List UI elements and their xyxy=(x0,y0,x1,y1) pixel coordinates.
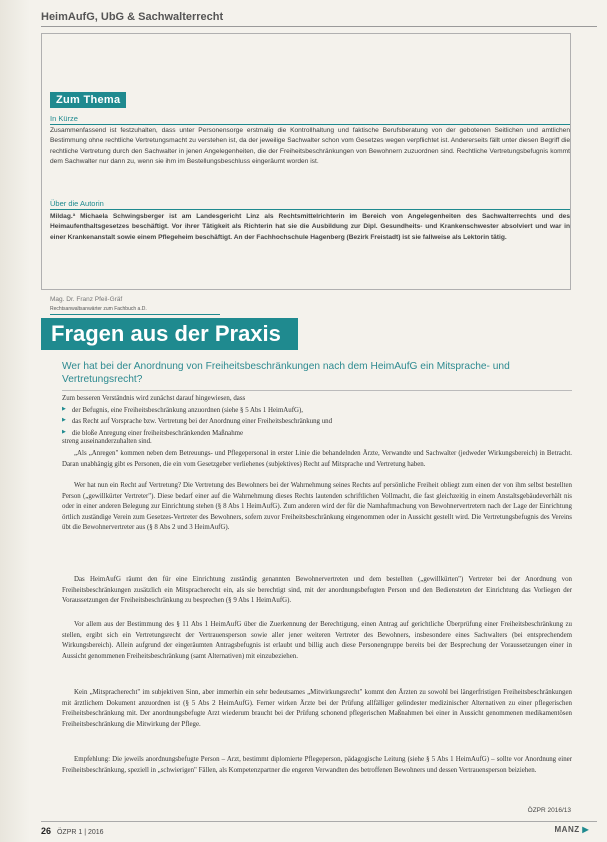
intro-text: Zum besseren Verständnis wird zunächst darauf hingewiesen, dass xyxy=(62,395,246,402)
page-edge xyxy=(0,0,30,842)
list-item: ▶ das Recht auf Vorsprache bzw. Vertretung bei der Anordnung einer Freiheitsbeschränkung und xyxy=(62,416,572,427)
list-item: ▶ der Befugnis, eine Freiheitsbeschränkung anzuordnen (siehe § 5 Abs 1 HeimAufG), xyxy=(62,405,572,416)
footer-rule xyxy=(41,821,597,822)
footer-left xyxy=(41,826,104,836)
author-role: Rechtsanwaltsanwärter zum Fachbuch a.D. xyxy=(50,306,147,312)
running-header: HeimAufG, UbG & Sachwalterrecht xyxy=(41,11,224,23)
publisher-logo xyxy=(555,825,590,834)
paragraph-4: Vor allem aus der Bestimmung des § 11 Abs 1 HeimAufG über die Zuerkennung der Berechtigung, einen Antrag auf gerichtliche Überprüfung einer Freiheitsbeschränkung zu stellen, ergibt sich ein Vertretungsrecht der Vertrauensperson sowie aller jener weiteren Vertreter des Bewohners, insbesondere eines Sachwalters (bei entsprechendem Wirkungsbereich). Allein aufgrund der eingeräumten Antragsbefugnis ist erlaubt und billig auch diese Personengruppe bereits bei der Besprechung der Voraussetzungen einer in Aussicht genommenen Freiheitsbeschränkung (samt Alternativen) mit einzubeziehen. xyxy=(62,621,572,660)
publisher-name: MANZ xyxy=(554,825,580,834)
question-heading: Wer hat bei der Anordnung von Freiheitsbeschränkungen nach dem HeimAufG ein Mitsprache- und Vertretungsrecht? xyxy=(62,361,510,385)
paragraph-6-empfehlung: Empfehlung: Die jeweils anordnungsbefugte Person – Arzt, bestimmt diplomierte Pflegeperson, pädagogische Leitung (siehe § 5 Abs 1 HeimAufG) – sollte vor Anordnung einer Freiheitsbeschränkung, speziell in „schwierigen" Fällen, als Kompetenzpartner die engeren Verwandten des betroffenen Bewohners und dessen Vertrauensperson beiziehen. xyxy=(62,756,572,774)
page-number: 26 xyxy=(41,826,52,836)
subhead-rule xyxy=(50,209,570,210)
in-kuerze-text: Zusammenfassend ist festzuhalten, dass unter Personensorge erstmalig die Kontrollhaltung und faktische Berufsberatung von der gebotenen Seitlichen und amtlichen Bestimmung ohne rechtliche Vertretungsmacht zu verstehen ist, da der jeweilige Sachwalter schon vom Gesetzes wegen verpflichtet ist. Andererseits fällt unter diesen Begriff die rechtliche Vertretung durch den Sachwalter in jenen Angelegenheiten, die der Freiheitsbeschränkungen von Bewohnern zuzuordnen sind. Rechtliche Vertretungsbefugnis kommt dem Sachwalter nur dann zu, wenn sie ihm im Bestellungsbeschluss eingeräumt worden ist. xyxy=(50,127,570,166)
journal-issue: ÖZPR 1 | 2016 xyxy=(56,829,104,836)
author-rule xyxy=(50,314,220,315)
paragraph-5: Kein „Mitspracherecht" im subjektiven Sinn, aber immerhin ein sehr bedeutsames „Mitwirkungsrecht" kommt den Ärzten zu sowohl bei längerfristigen Freiheitsbeschränkungen mit ärztlichem Dokument anzuordnen ist (§ 5 Abs 2 HeimAufG). Ferner wirken Ärzte bei der Prüfung allfälliger gelindester medizinischer Alternativen zu einer pflegerischen Freiheitsbeschränkung mit. Der anordnungsbefugte Arzt wiederum braucht bei der Prüfung schonend pflegerischen Maßnahmen bei einer in Aussicht genommenen medikamentösen Freiheitsbeschränkung die Mitwirkung der Pflege. xyxy=(62,689,572,728)
author-name: Mag. Dr. Franz Pfeil-Gräf xyxy=(50,296,123,303)
paragraph-3: Das HeimAufG räumt den für eine Einrichtung zuständig genannten Bewohnervertreten und dem bestellten („gewillkürten") Vertreter bei der Anordnung von Freiheitsbeschränkungen zusätzlich ein Mitspracherecht ein, als sie berechtigt sind, mit der anordnungsbefugten Person und den Bediensteten der Einrichtung das Vorliegen der Voraussetzungen der Freiheitsbeschränkung zu besprechen (§ 9 Abs 1 HeimAufG). xyxy=(62,576,572,604)
subhead-in-kuerze: In Kürze xyxy=(50,114,78,123)
paragraph-2: Wer hat nun ein Recht auf Vertretung? Die Vertretung des Bewohners bei der Wahrnehmung seines Rechts auf persönliche Freiheit obliegt zum einen der von ihm selbst bestellten Person („gewillkürter Vertreter"). Diese bedarf einer auf die Wahrnehmung dieses Rechts lautenden schriftlichen Vollmacht, die fast gleichzeitig in einem Anstaltsgebäudeverhält nis oder in einer anderen Belegung zur Einrichtung stehen (§ 8 Abs 1 HeimAufG). Zum anderen wird der für die Namhaftmachung von Bewohnervertretern nach der Lage der Einrichtung örtlich zuständige Verein zum Gesetzes-Vertreter des Bewohners, sofern zuvor Freiheitsbeschränkung eingenommen oder in Aussicht gestellt wird. Die Vertretungsbefugnis des Vereins übt die Bewohnervertreter aus (§ 8 Abs 2 und 3 HeimAufG). xyxy=(62,482,572,531)
subhead-ueber-die-autorin: Über die Autorin xyxy=(50,199,104,208)
ueber-die-autorin-text: Mildag.ª Michaela Schwingsberger ist am Landesgericht Linz als Rechtsmittelrichterin im Bereich von Angelegenheiten des Sachwalterrechts und des Heimaufenthaltsgesetzes beschäftigt. Vor ihrer Tätigkeit als Richterin hat sie die Ausbildung zur Dipl. Gesundheits- und Krankenschwester absolviert und war in einer Krankenanstalt sowie einem Pflegeheim beschäftigt. An der Fachhochschule Hagenberg (Bezirk Freistadt) ist sie fallweise als Lektorin tätig. xyxy=(50,213,570,241)
question-rule xyxy=(62,390,572,391)
list-item: ▶ die bloße Anregung einer freiheitsbeschränkenden Maßnahme xyxy=(62,428,572,439)
bullet-list xyxy=(62,405,572,439)
publisher-arrow-icon: ▶ xyxy=(582,825,589,834)
article-reference: ÖZPR 2016/13 xyxy=(527,807,571,814)
section-title: Fragen aus der Praxis xyxy=(41,318,298,350)
zum-thema-tag: Zum Thema xyxy=(50,92,126,108)
bullets-end-text: streng auseinanderzuhalten sind. xyxy=(62,438,152,445)
header-rule xyxy=(41,26,597,27)
subhead-rule xyxy=(50,124,570,125)
paragraph-1: „Als „Anregen" kommen neben dem Betreuungs- und Pflegepersonal in erster Linie die behandelnden Ärzte, Verwandte und Sachwalter (jedweder Wirkungsbereich) in Betracht. Daran unabhängig gibt es Personen, die ein vom Gesetzgeber verliehenes (subjektives) Recht auf Mitsprache und Vertretung haben. xyxy=(62,450,572,468)
